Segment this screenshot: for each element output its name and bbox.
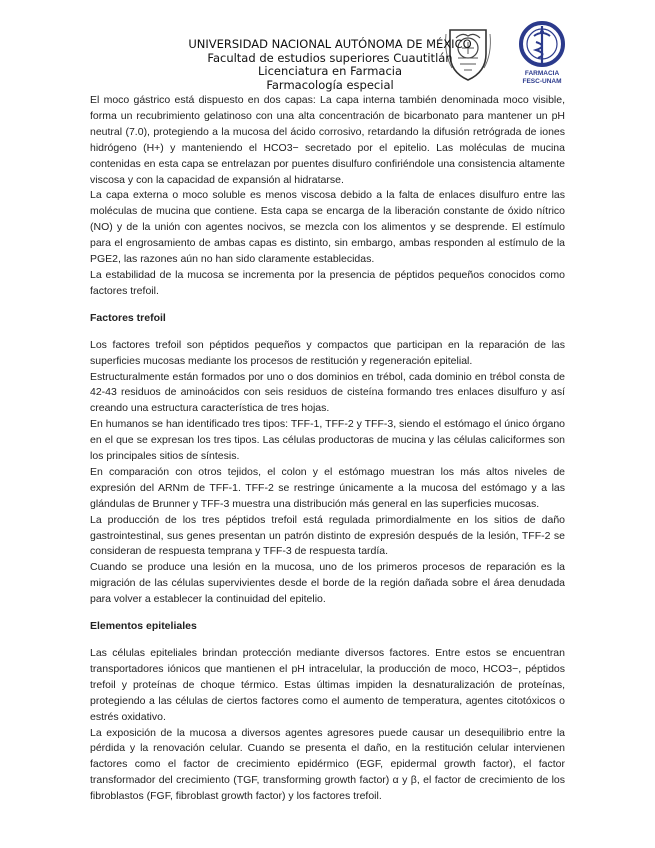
paragraph: La estabilidad de la mucosa se incrementa por la presencia de péptidos pequeños conocidos como factores trefoil. (90, 268, 565, 297)
header-subject: Farmacología especial (266, 77, 394, 92)
paragraph: La exposición de la mucosa a diversos agentes agresores puede causar un desequilibrio entre la pérdida y la renovación celular. Cuando se presenta el daño, en la restitución celular intervienen factores como el factor de crecimiento epidérmico (EGF, epidermal growth factor), el factor transformador del crecimiento (TGF, transforming growth factor) α y β, el factor de crecimiento de los fibroblastos (FGF, fibroblast growth factor) y los factores trefoil. (90, 726, 565, 803)
header-faculty: Facultad de estudios superiores Cuautitlán (207, 50, 453, 65)
document-header (150, 38, 510, 92)
logo-caption-line2: FESC-UNAM (522, 77, 562, 85)
logo-caption-line1: FARMACIA (524, 70, 560, 77)
paragraph: En humanos se han identificado tres tipos: TFF-1, TFF-2 y TFF-3, siendo el estómago el único órgano en el que se expresan los tres tipos. Las células productoras de mucina y las células caliciformes son los principales sitios de síntesis. (90, 418, 565, 463)
section-heading-trefoil: Factores trefoil (90, 311, 166, 324)
paragraph: La producción de los tres péptidos trefoil está regulada primordialmente en los sitios de daño gastrointestinal, sus genes presentan un patrón distinto de expresión después de la lesión, TFF-2 se consideran de respuesta temprana y TFF-3 de respuesta tardía. (90, 513, 565, 558)
paragraph: Los factores trefoil son péptidos pequeños y compactos que participan en la reparación de las superficies mucosas mediante los procesos de restitución y regeneración epitelial. (90, 338, 565, 367)
paragraph: En comparación con otros tejidos, el colon y el estómago muestran los más altos niveles de expresión del ARNm de TFF-1. TFF-2 se restringe únicamente a la mucosa del estómago y a las glándulas de Brunner y TFF-3 muestra una distribución más general en las superficies mucosas. (90, 465, 565, 510)
document-body (90, 93, 565, 805)
paragraph: Cuando se produce una lesión en la mucosa, uno de los primeros procesos de reparación es la migración de las células supervivientes desde el borde de la región dañada sobre el área denudada para volver a establecer la continuidad del epitelio. (90, 561, 565, 606)
header-degree: Licenciatura en Farmacia (257, 64, 403, 78)
paragraph: La capa externa o moco soluble es menos viscosa debido a la falta de enlaces disulfuro entre las moléculas de mucina que contiene. Esta capa se encarga de la liberación constante de óxido nítrico (NO) y de la unión con agentes nocivos, se mezcla con los alimentos y se desprende. El estímulo para el engrosamiento de ambas capas es distinto, sin embargo, ambas responden al estímulo de la PGE2, las razones aún no han sido claramente establecidas. (90, 189, 565, 266)
paragraph: Estructuralmente están formados por uno o dos dominios en trébol, cada dominio en trébol consta de 42-43 residuos de aminoácidos con seis residuos de cisteína formando tres enlaces disulfuro y así creando una estructura característica de tres hojas. (90, 370, 565, 415)
paragraph: Las células epiteliales brindan protección mediante diversos factores. Entre estos se encuentran transportadores iónicos que mantienen el pH intracelular, la producción de moco, HCO3−, péptidos trefoil y proteínas de choque térmico. Estas últimas impiden la desnaturalización de proteínas, protegiendo a las células de ciertos factores como el aumento de temperatura, agentes citotóxicos o estrés oxidativo. (90, 647, 565, 723)
farmacia-logo-caption (508, 70, 576, 85)
paragraph: El moco gástrico está dispuesto en dos capas: La capa interna también denominada moco visible, forma un recubrimiento gelatinoso con una alta concentración de bicarbonato para mantener un pH neutral (7.0), protegiendo a la mucosa del ácido corrosivo, retardando la difusión retrógrada de iones hidrógeno (H+) y manteniendo el HCO3− secretado por el epitelio. Las moléculas de mucina contenidas en esta capa se entrelazan por puentes disulfuro confiriéndole una consistencia altamente viscosa y con la capacidad de expansión al hidratarse. (90, 94, 565, 186)
header-university: UNIVERSIDAD NACIONAL AUTÓNOMA DE MÉXICO (188, 37, 472, 51)
section-heading-epithelial: Elementos epiteliales (90, 620, 197, 633)
